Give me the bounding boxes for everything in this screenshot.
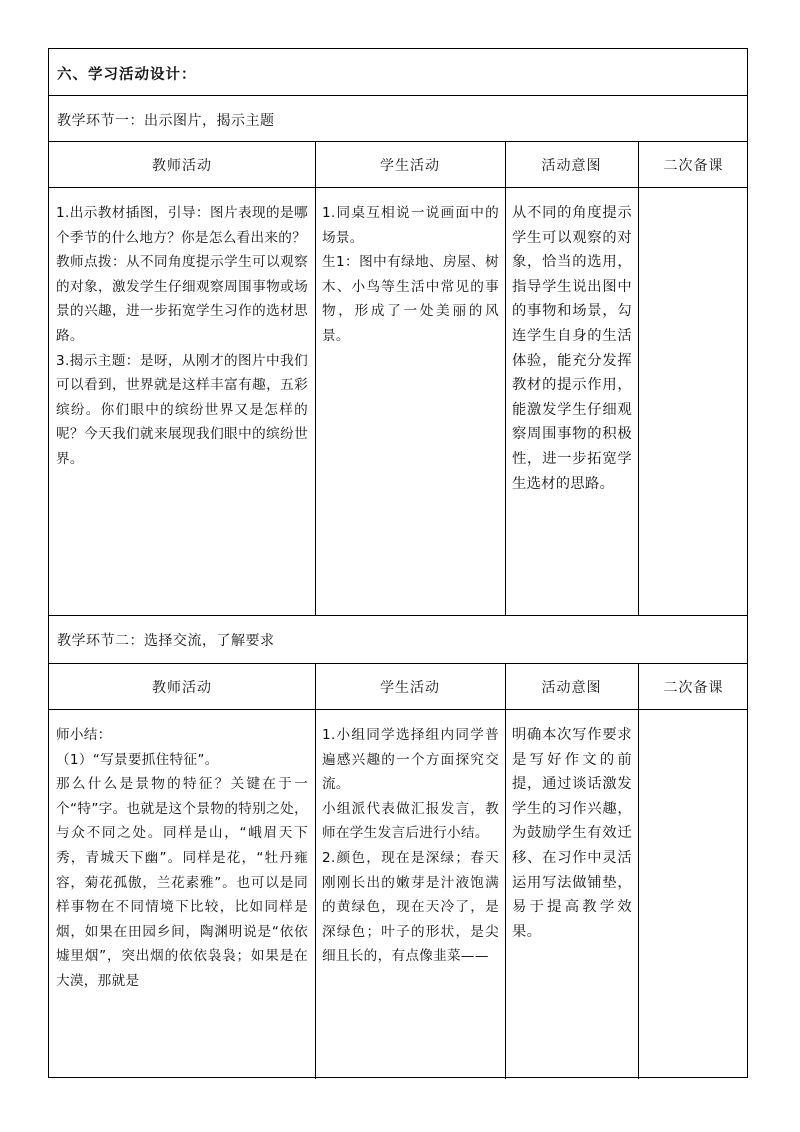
header-row-1 xyxy=(49,141,747,187)
teacher-paragraph: （1）“写景要抓住特征”。 xyxy=(56,751,219,768)
column-divider xyxy=(638,141,639,615)
column-divider xyxy=(505,141,506,615)
section-2-label-row xyxy=(49,615,747,663)
lesson-design-table xyxy=(48,48,748,1078)
student-paragraph: 1.同桌互相说一说画面中的场景。 xyxy=(322,205,499,246)
teacher-paragraph: 那么什么是景物的特征？关键在于一个“特”字。也就是这个景物的特别之处，与众不同之处。同样是山，“峨眉天下秀，青城天下幽”。同样是花，“牡丹雍容，菊花孤傲，兰花素雅”。也可以是同样事物在不同情境下比较，比如同样是烟，如果在田园乡间，陶渊明说是“依依墟里烟”，突出烟的依依袅袅；如果是在大漠，那就是 xyxy=(56,776,308,989)
teacher-paragraph: 师小结： xyxy=(56,727,112,743)
header-student-activity: 学生活动 xyxy=(380,680,440,696)
section-2-student-cell xyxy=(322,723,499,969)
section-1-label-row xyxy=(49,95,747,141)
section-1-label: 教学环节一：出示图片，揭示主题 xyxy=(57,113,275,129)
section-2-teacher-cell xyxy=(56,723,308,994)
header-teacher-activity: 教师活动 xyxy=(152,158,212,174)
student-paragraph: 2.颜色，现在是深绿；春天刚刚长出的嫩芽是汁液饱满的黄绿色，现在天冷了，是深绿色；叶子的形状，是尖细且长的，有点像韭菜—— xyxy=(322,849,499,965)
header-student-activity: 学生活动 xyxy=(380,158,440,174)
teacher-paragraph: 1.出示教材插图，引导：图片表现的是哪个季节的什么地方？你是怎么看出来的？ xyxy=(56,205,308,246)
section-1-intent-cell xyxy=(512,201,632,496)
header-second-prep: 二次备课 xyxy=(663,680,724,696)
column-divider xyxy=(505,663,506,1079)
table-title-row xyxy=(49,49,747,95)
student-paragraph: 小组派代表做汇报发言，教师在学生发言后进行小结。 xyxy=(322,800,499,842)
section-1-content-row xyxy=(49,187,747,615)
page-title: 六、学习活动设计： xyxy=(57,67,197,83)
section-2-content-row xyxy=(49,709,747,1079)
column-divider xyxy=(638,663,639,1079)
section-2-intent-cell xyxy=(512,723,632,944)
header-row-2 xyxy=(49,663,747,709)
header-activity-intent: 活动意图 xyxy=(541,680,602,696)
section-1-student-cell xyxy=(322,201,499,349)
teacher-paragraph: 3.揭示主题：是呀，从刚才的图片中我们可以看到，世界就是这样丰富有趣，五彩缤纷。你们眼中的缤纷世界又是怎样的呢？今天我们就来展现我们眼中的缤纷世界。 xyxy=(56,352,308,467)
section-2-label: 教学环节二：选择交流，了解要求 xyxy=(57,633,275,649)
header-teacher-activity: 教师活动 xyxy=(152,680,212,696)
column-divider xyxy=(315,663,316,1079)
intent-paragraph: 从不同的角度提示学生可以观察的对象，恰当的选用，指导学生说出图中的事物和场景，勾连学生自身的生活体验，能充分发挥教材的提示作用，能激发学生仔细观察周围事物的积极性，进一步拓宽学生选材的思路。 xyxy=(512,205,632,492)
column-divider xyxy=(315,141,316,615)
header-activity-intent: 活动意图 xyxy=(541,158,602,174)
student-paragraph: 生1：图中有绿地、房屋、树木、小鸟等生活中常见的事物，形成了一处美丽的风景。 xyxy=(322,254,499,344)
section-1-teacher-cell xyxy=(56,201,308,472)
header-second-prep: 二次备课 xyxy=(663,158,724,174)
teacher-paragraph: 教师点拨：从不同角度提示学生可以观察的对象，激发学生仔细观察周围事物或场景的兴趣，进一步拓宽学生习作的选材思路。 xyxy=(56,254,308,344)
intent-paragraph: 明确本次写作要求是写好作文的前提，通过谈话激发学生的习作兴趣，为鼓励学生有效迁移、在习作中灵活运用写法做铺垫，易于提高教学效果。 xyxy=(512,727,632,940)
student-paragraph: 1.小组同学选择组内同学普遍感兴趣的一个方面探究交流。 xyxy=(322,727,499,793)
